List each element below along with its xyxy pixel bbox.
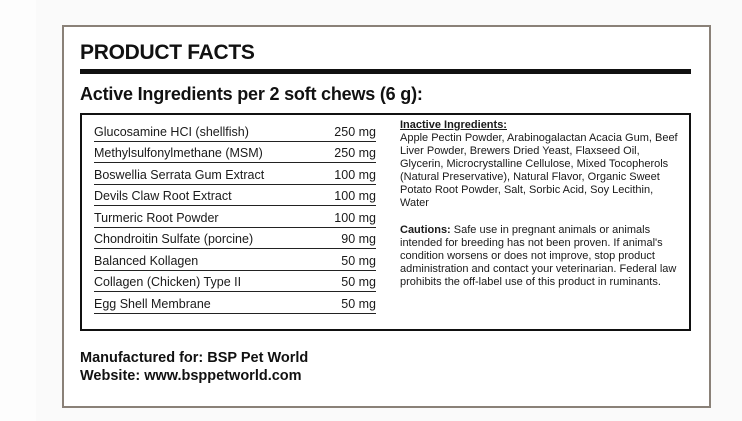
ingredient-row [94, 163, 376, 185]
active-ingredients-table [94, 120, 376, 314]
ingredient-row [94, 185, 376, 207]
ingredient-row [94, 120, 376, 142]
ingredient-row [94, 292, 376, 314]
ingredient-amount: 250 mg [334, 146, 376, 160]
inactive-and-cautions [400, 119, 685, 289]
left-margin-strip [0, 0, 36, 421]
title-rule [80, 69, 691, 74]
ingredient-row [94, 249, 376, 271]
product-facts-panel [62, 25, 711, 408]
website-line: Website: www.bsppetworld.com [80, 368, 302, 384]
manufacturer-line: Manufactured for: BSP Pet World [80, 350, 309, 366]
cautions-paragraph [400, 224, 685, 289]
inactive-ingredients-text: Apple Pectin Powder, Arabinogalactan Acacia Gum, Beef Liver Powder, Brewers Dried Yeast, Flaxseed Oil, Glycerin, Microcrystalline Cellulose, Mixed Tocopherols (Natural Preservative), Natural Flavor, Organic Sweet Potato Root Powder, Salt, Sorbic Acid, Soy Lecithin, Water [400, 132, 678, 209]
ingredient-name: Egg Shell Membrane [94, 296, 211, 311]
active-ingredients-subtitle: Active Ingredients per 2 soft chews (6 g): [80, 84, 423, 104]
ingredient-amount: 50 mg [341, 296, 376, 311]
ingredient-name: Devils Claw Root Extract [94, 189, 232, 203]
cautions-label: Cautions: [400, 224, 451, 236]
ingredient-amount: 100 mg [334, 210, 376, 225]
ingredient-name: Balanced Kollagen [94, 253, 199, 268]
ingredient-amount: 50 mg [341, 253, 376, 268]
ingredient-name: Turmeric Root Powder [94, 210, 219, 225]
cautions-text: Safe use in pregnant animals or animals intended for breeding has not been proven. If animal's condition worsens or does not improve, stop product administration and contact your veterinarian. Federal law prohibits the off-label use of this product in ruminants. [400, 224, 677, 288]
ingredient-row [94, 271, 376, 293]
ingredient-amount: 90 mg [341, 232, 376, 246]
ingredient-name: Glucosamine HCI (shellfish) [94, 124, 249, 139]
inactive-ingredients-heading: Inactive Ingredients: [400, 119, 507, 131]
manufacturer-info [80, 349, 308, 385]
ingredient-amount: 100 mg [334, 189, 376, 203]
ingredient-name: Methylsulfonylmethane (MSM) [94, 146, 263, 160]
ingredient-amount: 250 mg [334, 124, 376, 139]
ingredient-name: Collagen (Chicken) Type II [94, 275, 242, 289]
ingredient-row [94, 228, 376, 250]
ingredient-name: Boswellia Serrata Gum Extract [94, 167, 265, 182]
ingredient-amount: 50 mg [341, 275, 376, 289]
ingredient-row [94, 142, 376, 164]
ingredient-amount: 100 mg [334, 167, 376, 182]
product-facts-title: PRODUCT FACTS [80, 41, 255, 64]
ingredient-name: Chondroitin Sulfate (porcine) [94, 232, 254, 246]
ingredients-box [80, 113, 691, 331]
ingredient-row [94, 206, 376, 228]
